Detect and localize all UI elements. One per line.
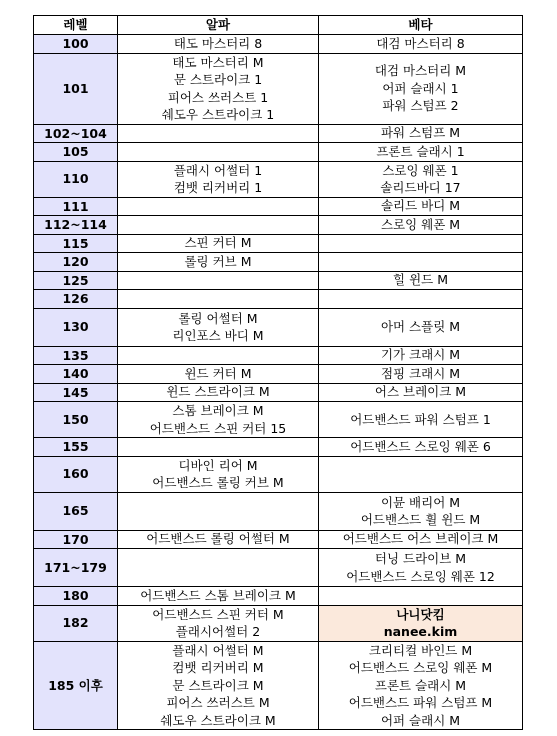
alpha-skill-entry: 어드밴스드 스핀 커터 15 — [149, 420, 287, 436]
beta-skill-entry: 아머 스플릿 M — [380, 319, 461, 335]
alpha-skill-entry: 태도 마스터리 M — [172, 54, 264, 70]
beta-skill-cell — [319, 53, 523, 124]
level-cell: 160 — [34, 456, 118, 492]
level-cell: 125 — [34, 271, 118, 290]
alpha-skill-cell — [118, 53, 319, 124]
header-row — [34, 16, 523, 35]
header-alpha: 알파 — [118, 16, 319, 35]
level-cell: 135 — [34, 346, 118, 365]
beta-skill-entry: 어드밴스드 스로잉 웨폰 M — [348, 660, 493, 675]
beta-skill-entry: 스로잉 웨폰 M — [380, 216, 461, 232]
beta-skill-cell — [319, 605, 523, 641]
table-row — [34, 253, 523, 272]
level-cell: 145 — [34, 383, 118, 402]
beta-skill-cell — [319, 253, 523, 272]
alpha-skill-cell — [118, 234, 319, 253]
beta-skill-cell — [319, 197, 523, 216]
table-row — [34, 124, 523, 143]
alpha-skill-cell — [118, 290, 319, 309]
alpha-skill-entry: 스핀 커터 M — [184, 235, 252, 251]
beta-skill-cell — [319, 402, 523, 438]
alpha-skill-cell — [118, 216, 319, 235]
level-cell: 110 — [34, 161, 118, 197]
alpha-skill-entry: 쉐도우 스트라이크 M — [160, 712, 276, 728]
beta-skill-entry: 어드밴스드 파워 스텀프 1 — [350, 411, 491, 427]
alpha-skill-entry: 플래시어썰터 2 — [175, 624, 261, 639]
beta-skill-entry: 어퍼 슬래시 1 — [382, 80, 459, 96]
alpha-skill-entry: 어드밴스드 스톰 브레이크 M — [140, 587, 296, 603]
table-row — [34, 365, 523, 384]
level-cell: 165 — [34, 492, 118, 530]
table-row — [34, 402, 523, 438]
alpha-skill-cell — [118, 605, 319, 641]
table-row — [34, 161, 523, 197]
table-row — [34, 308, 523, 346]
beta-skill-entry: 대검 마스터리 8 — [376, 35, 465, 51]
alpha-skill-entry: 어드밴스드 롤링 커브 M — [152, 475, 284, 490]
beta-skill-entry: 어드밴스드 스로잉 웨폰 6 — [350, 438, 491, 454]
beta-skill-entry: 힐 윈드 M — [393, 272, 448, 288]
alpha-skill-entry: 피어스 쓰러스트 M — [166, 695, 270, 710]
level-cell: 130 — [34, 308, 118, 346]
beta-skill-entry: 어드밴스드 파워 스텀프 M — [348, 695, 493, 710]
beta-skill-entry: 어드밴스드 스로잉 웨폰 12 — [346, 568, 495, 584]
beta-skill-entry: 대검 마스터리 M — [374, 63, 467, 79]
table-row — [34, 234, 523, 253]
beta-skill-cell — [319, 587, 523, 606]
beta-skill-entry: 터닝 드라이브 M — [374, 551, 467, 566]
alpha-skill-cell — [118, 438, 319, 457]
alpha-skill-cell — [118, 124, 319, 143]
level-cell: 101 — [34, 53, 118, 124]
level-cell: 170 — [34, 530, 118, 549]
table-row — [34, 216, 523, 235]
beta-skill-entry: 솔리드 바디 M — [380, 198, 461, 214]
alpha-skill-cell — [118, 402, 319, 438]
beta-skill-cell — [319, 346, 523, 365]
table-row — [34, 271, 523, 290]
table-row — [34, 197, 523, 216]
beta-skill-cell — [319, 35, 523, 54]
alpha-skill-cell — [118, 456, 319, 492]
level-cell: 182 — [34, 605, 118, 641]
beta-skill-entry: 크리티컬 바인드 M — [368, 642, 473, 658]
table-row — [34, 456, 523, 492]
table-row — [34, 35, 523, 54]
alpha-skill-entry: 플래시 어썰터 M — [172, 642, 264, 658]
level-cell: 126 — [34, 290, 118, 309]
alpha-skill-cell — [118, 587, 319, 606]
beta-skill-entry: 프론트 슬래시 M — [374, 677, 467, 693]
level-cell: 115 — [34, 234, 118, 253]
table-row — [34, 383, 523, 402]
beta-skill-cell — [319, 549, 523, 587]
alpha-skill-cell — [118, 530, 319, 549]
alpha-skill-entry: 문 스트라이크 1 — [173, 72, 263, 87]
beta-skill-entry: 프론트 슬래시 1 — [376, 143, 465, 159]
alpha-skill-entry: 윈드 스트라이크 M — [166, 384, 270, 400]
table-row — [34, 143, 523, 162]
beta-skill-entry: 나니닷킴 — [396, 606, 445, 622]
alpha-skill-cell — [118, 346, 319, 365]
alpha-skill-cell — [118, 641, 319, 730]
level-cell: 102~104 — [34, 124, 118, 143]
beta-skill-cell — [319, 365, 523, 384]
table-row — [34, 530, 523, 549]
table-body — [34, 35, 523, 730]
beta-skill-cell — [319, 143, 523, 162]
level-cell: 185 이후 — [34, 641, 118, 730]
level-cell: 150 — [34, 402, 118, 438]
table-row — [34, 53, 523, 124]
beta-skill-cell — [319, 530, 523, 549]
beta-skill-cell — [319, 641, 523, 730]
beta-skill-entry: nanee.kim — [383, 624, 458, 639]
header-beta: 베타 — [319, 16, 523, 35]
alpha-skill-entry: 리인포스 바디 M — [172, 328, 264, 343]
beta-skill-cell — [319, 124, 523, 143]
alpha-skill-cell — [118, 271, 319, 290]
alpha-skill-entry: 문 스트라이크 M — [172, 677, 264, 693]
alpha-skill-cell — [118, 383, 319, 402]
alpha-skill-cell — [118, 35, 319, 54]
level-cell: 171~179 — [34, 549, 118, 587]
beta-skill-cell — [319, 438, 523, 457]
beta-skill-cell — [319, 161, 523, 197]
beta-skill-entry: 파워 스텀프 2 — [382, 98, 459, 114]
alpha-skill-entry: 스톰 브레이크 M — [172, 403, 264, 418]
alpha-skill-entry: 피어스 쓰러스트 1 — [167, 89, 269, 105]
level-cell: 100 — [34, 35, 118, 54]
beta-skill-cell — [319, 271, 523, 290]
alpha-skill-entry: 윈드 커터 M — [184, 365, 252, 381]
alpha-skill-cell — [118, 549, 319, 587]
beta-skill-entry: 솔리드바디 17 — [380, 180, 461, 195]
beta-skill-entry: 어드밴스드 휠 윈드 M — [360, 512, 481, 527]
alpha-skill-entry: 어드밴스드 스핀 커터 M — [152, 606, 284, 622]
alpha-skill-entry: 쉐도우 스트라이크 1 — [161, 107, 275, 122]
level-cell: 112~114 — [34, 216, 118, 235]
table-row — [34, 492, 523, 530]
alpha-skill-entry: 플래시 어썰터 1 — [173, 162, 263, 178]
beta-skill-entry: 이뮨 배리어 M — [380, 494, 461, 510]
alpha-skill-entry: 어드밴스드 롤링 어썰터 M — [146, 531, 290, 547]
alpha-skill-cell — [118, 253, 319, 272]
alpha-skill-entry: 롤링 커브 M — [184, 253, 252, 269]
skill-table — [33, 15, 523, 730]
level-cell: 180 — [34, 587, 118, 606]
beta-skill-cell — [319, 234, 523, 253]
beta-skill-cell — [319, 383, 523, 402]
beta-skill-entry: 파워 스텀프 M — [380, 125, 461, 141]
beta-skill-cell — [319, 290, 523, 309]
beta-skill-entry: 점핑 크래시 M — [380, 365, 461, 381]
alpha-skill-cell — [118, 365, 319, 384]
alpha-skill-cell — [118, 492, 319, 530]
table-row — [34, 605, 523, 641]
alpha-skill-entry: 디바인 리어 M — [178, 457, 258, 473]
table-row — [34, 290, 523, 309]
level-cell: 111 — [34, 197, 118, 216]
table-row — [34, 438, 523, 457]
table-row — [34, 549, 523, 587]
beta-skill-entry: 어스 브레이크 M — [374, 384, 467, 400]
table-row — [34, 641, 523, 730]
alpha-skill-cell — [118, 143, 319, 162]
beta-skill-cell — [319, 216, 523, 235]
beta-skill-cell — [319, 308, 523, 346]
alpha-skill-entry: 컴뱃 리커버리 1 — [173, 180, 263, 195]
level-cell: 140 — [34, 365, 118, 384]
alpha-skill-entry: 롤링 어썰터 M — [178, 310, 258, 326]
beta-skill-entry: 기가 크래시 M — [380, 347, 461, 363]
beta-skill-cell — [319, 492, 523, 530]
alpha-skill-cell — [118, 161, 319, 197]
alpha-skill-cell — [118, 197, 319, 216]
beta-skill-cell — [319, 456, 523, 492]
alpha-skill-entry: 컴뱃 리커버리 M — [172, 660, 264, 675]
alpha-skill-cell — [118, 308, 319, 346]
level-cell: 120 — [34, 253, 118, 272]
level-cell: 105 — [34, 143, 118, 162]
beta-skill-entry: 어드밴스드 어스 브레이크 M — [342, 531, 499, 547]
table-row — [34, 587, 523, 606]
header-level: 레벨 — [34, 16, 118, 35]
level-cell: 155 — [34, 438, 118, 457]
alpha-skill-entry: 태도 마스터리 8 — [173, 35, 263, 51]
beta-skill-entry: 스로잉 웨폰 1 — [382, 162, 459, 178]
table-row — [34, 346, 523, 365]
beta-skill-entry: 어퍼 슬래시 M — [380, 712, 461, 728]
